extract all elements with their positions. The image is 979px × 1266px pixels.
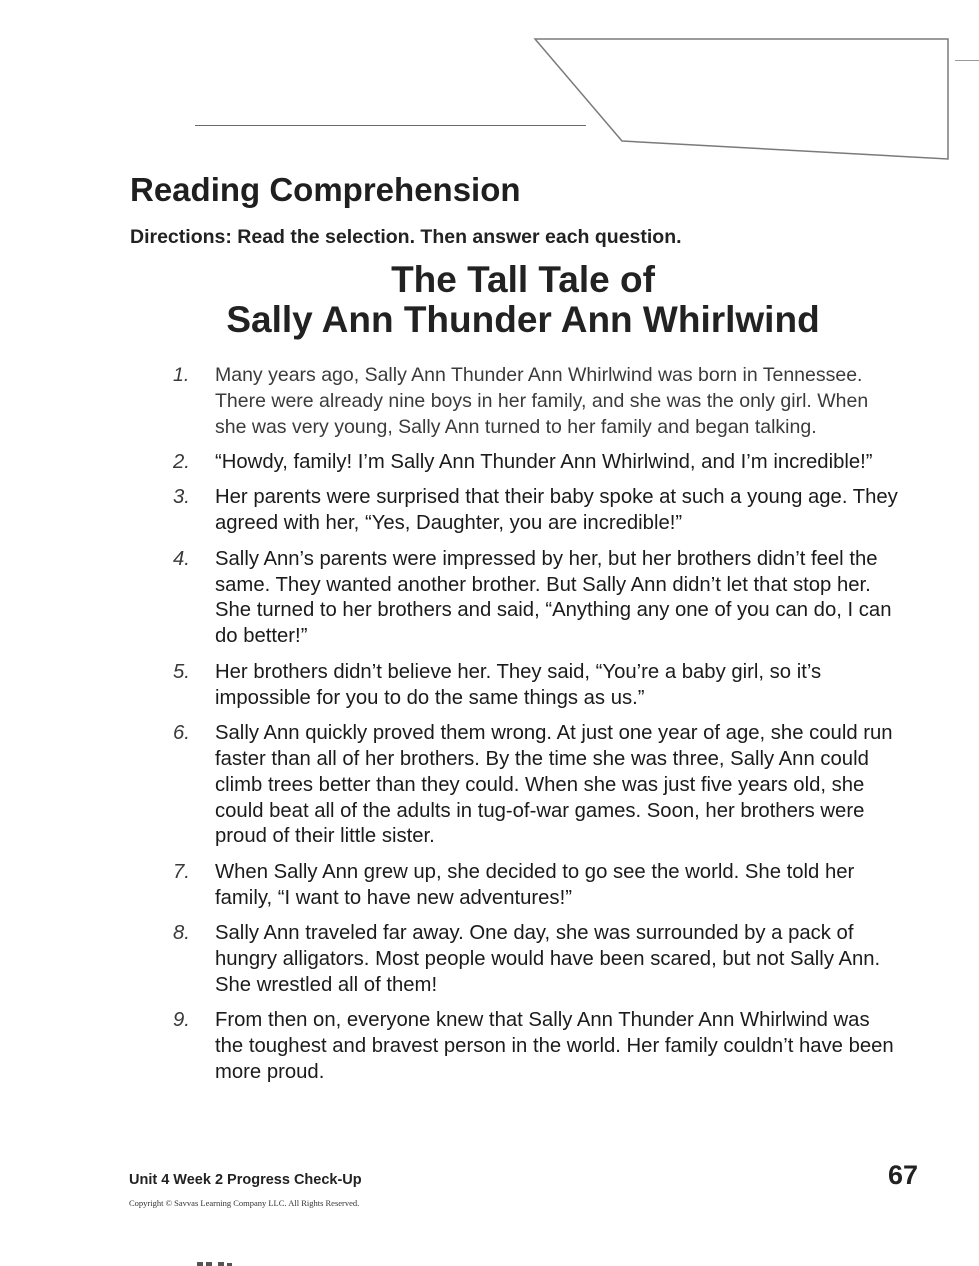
paragraph-number: 4. bbox=[173, 547, 190, 570]
paragraph-text: From then on, everyone knew that Sally Ann Thunder Ann Whirlwind was the toughest and bravest person in the world. Her family couldn’t have been more proud. bbox=[215, 1009, 894, 1083]
footer-unit-label: Unit 4 Week 2 Progress Check-Up bbox=[129, 1172, 362, 1188]
score-box bbox=[0, 0, 979, 170]
paragraph-text: Sally Ann’s parents were impressed by her, but her brothers didn’t feel the same. They wanted another brother. But Sally Ann didn’t let that stop her. She turned to her brothers and said, “Anything any one of you can do, I can do better!” bbox=[215, 547, 892, 648]
paragraph-8 bbox=[173, 921, 903, 999]
paragraph-number: 3. bbox=[173, 486, 190, 509]
paragraph-1 bbox=[173, 363, 903, 441]
paragraph-2 bbox=[173, 450, 903, 476]
paragraph-number: 5. bbox=[173, 660, 190, 683]
paragraph-number: 6. bbox=[173, 721, 190, 744]
footer-copyright: Copyright © Savvas Learning Company LLC. All Rights Reserved. bbox=[129, 1198, 360, 1208]
paragraph-number: 9. bbox=[173, 1009, 190, 1032]
paragraph-text: Sally Ann quickly proved them wrong. At just one year of age, she could run faster than all of her brothers. By the time she was three, Sally Ann could climb trees better than they could. When she was just five years old, she could beat all of the adults in tug-of-war games. Soon, her brothers were proud of their little sister. bbox=[215, 721, 893, 848]
paragraph-text: Many years ago, Sally Ann Thunder Ann Whirlwind was born in Tennessee. There were already nine boys in her family, and she was the only girl. When she was very young, Sally Ann turned to her family and began talking. bbox=[215, 364, 869, 438]
paragraph-4 bbox=[173, 547, 903, 651]
paragraph-text: Her brothers didn’t believe her. They said, “You’re a baby girl, so it’s impossible for you to do the same things as us.” bbox=[215, 660, 822, 709]
story-title-line1: The Tall Tale of bbox=[391, 259, 655, 300]
paragraph-5 bbox=[173, 660, 903, 712]
story-title-line2: Sally Ann Thunder Ann Whirlwind bbox=[226, 299, 820, 340]
paragraph-text: Her parents were surprised that their baby spoke at such a young age. They agreed with her, “Yes, Daughter, you are incredible!” bbox=[215, 486, 898, 535]
paragraph-3 bbox=[173, 485, 903, 537]
edge-mark bbox=[955, 60, 979, 61]
cut-off-text-fragment bbox=[196, 1258, 246, 1266]
paragraph-number: 2. bbox=[173, 451, 190, 474]
paragraph-6 bbox=[173, 721, 903, 851]
story-paragraphs bbox=[173, 363, 903, 1095]
paragraph-number: 8. bbox=[173, 921, 190, 944]
paragraph-number: 7. bbox=[173, 860, 190, 883]
paragraph-text: Sally Ann traveled far away. One day, she was surrounded by a pack of hungry alligators. Most people would have been scared, but not Sally Ann. She wrestled all of them! bbox=[215, 921, 881, 996]
page-number: 67 bbox=[887, 1160, 918, 1190]
paragraph-7 bbox=[173, 860, 903, 912]
paragraph-text: “Howdy, family! I’m Sally Ann Thunder Ann Whirlwind, and I’m incredible!” bbox=[215, 451, 873, 474]
paragraph-text: When Sally Ann grew up, she decided to go see the world. She told her family, “I want to have new adventures!” bbox=[215, 860, 855, 909]
paragraph-number: 1. bbox=[173, 364, 190, 386]
section-title: Reading Comprehension bbox=[130, 171, 521, 208]
paragraph-9 bbox=[173, 1008, 903, 1086]
directions: Directions: Read the selection. Then answer each question. bbox=[130, 226, 682, 248]
